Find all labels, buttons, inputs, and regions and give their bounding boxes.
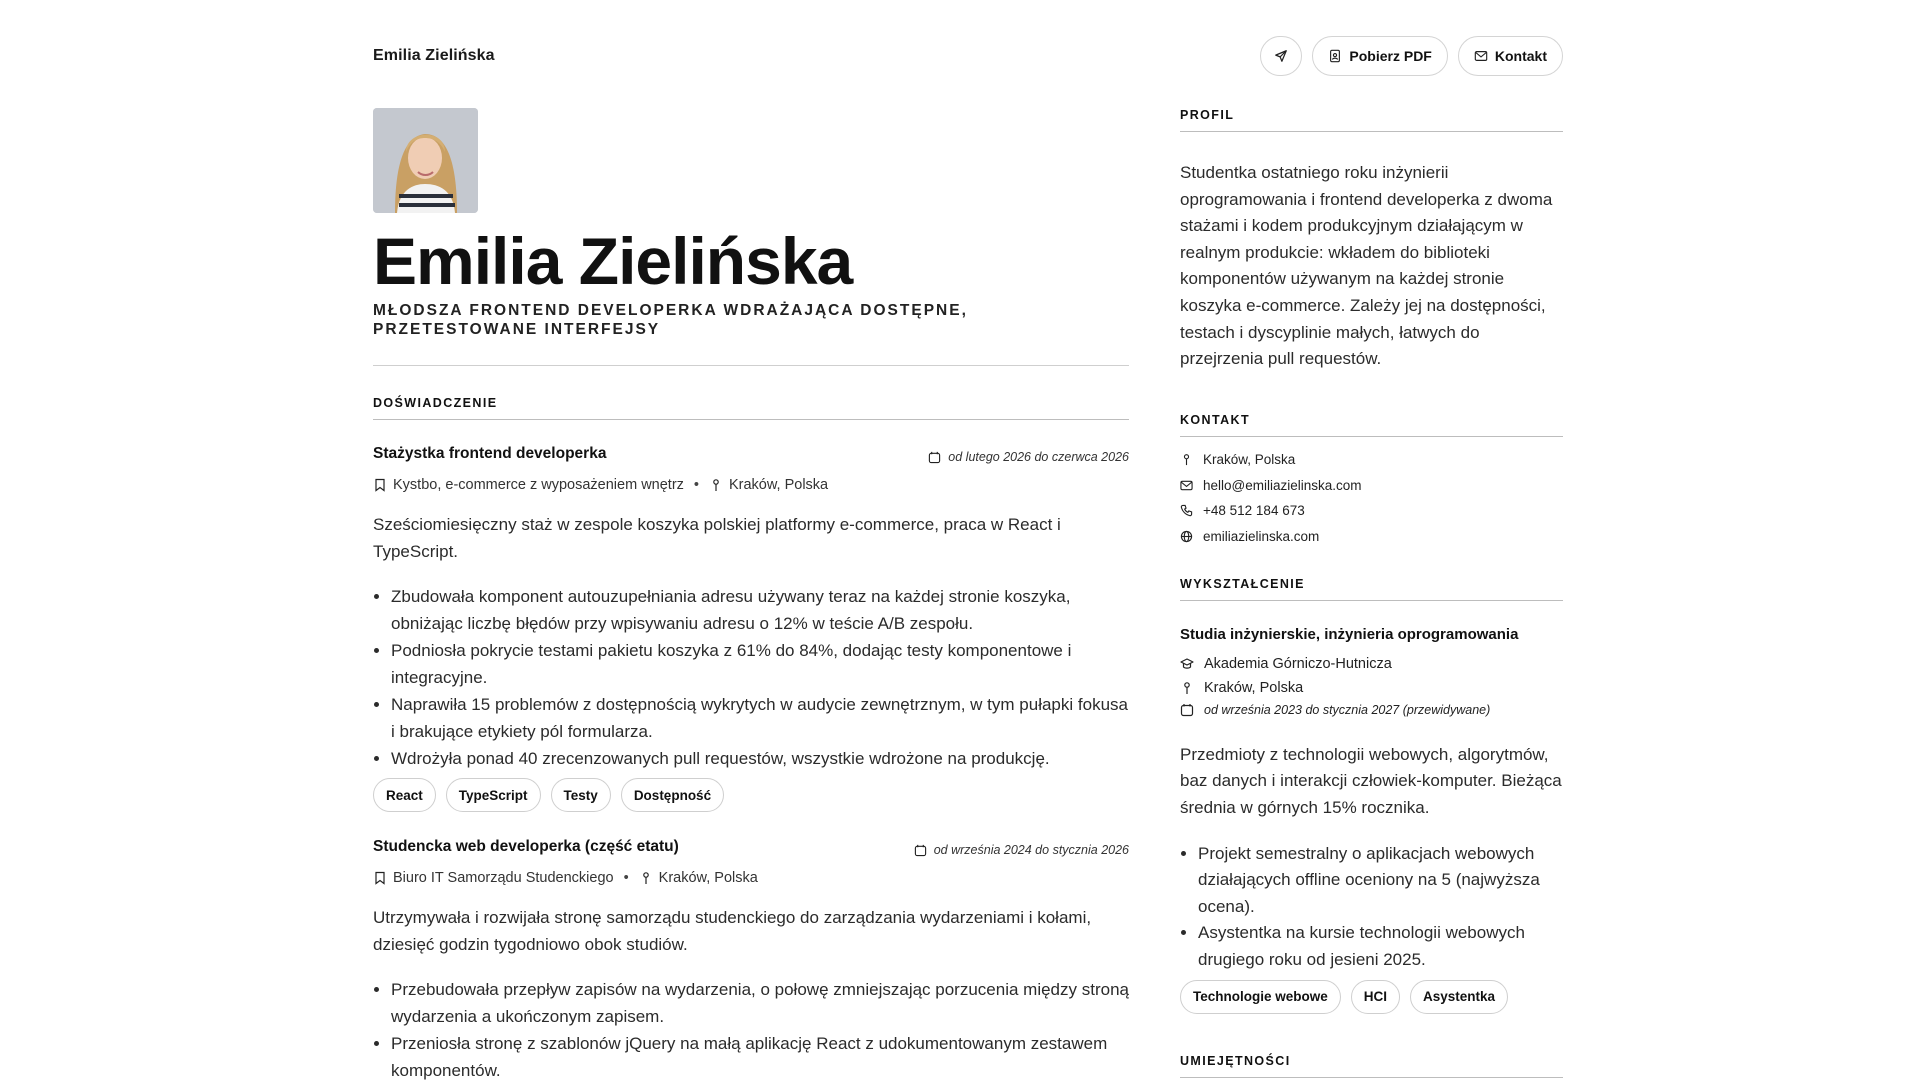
tagline: MŁODSZA FRONTEND DEVELOPERKA WDRAŻAJĄCA DOSTĘPNE, PRZETESTOWANE INTERFEJSY xyxy=(373,302,968,338)
phone-icon xyxy=(1180,504,1193,517)
education-heading: WYKSZTAŁCENIE xyxy=(1180,576,1305,591)
share-button[interactable] xyxy=(1260,36,1302,76)
globe-icon xyxy=(1180,530,1193,543)
skill-tag: Dostępność xyxy=(621,778,724,812)
job-meta xyxy=(373,870,1129,886)
list-item: • Wdrożyła ponad 40 zrecenzowanych pull requestów, wszystkie wdrożone na produkcję. xyxy=(391,745,1129,772)
list-item: • Podniosła pokrycie testami pakietu koszyka z 61% do 84%, dodając testy komponentowe i integracyjne. xyxy=(391,637,1129,691)
download-pdf-button[interactable] xyxy=(1312,36,1447,76)
experience-section xyxy=(373,396,1129,1080)
pin-icon xyxy=(1180,681,1194,695)
job-description: Utrzymywała i rozwijała stronę samorządu studenckiego do zarządzania wydarzeniami i kołami, dziesięć godzin tygodniowo obok studiów. xyxy=(373,908,1092,954)
job-dates-text: od lutego 2026 do czerwca 2026 xyxy=(948,450,1129,464)
divider xyxy=(1180,600,1563,601)
job-dates-text: od września 2024 do stycznia 2026 xyxy=(933,843,1129,857)
job-dates xyxy=(928,450,1129,464)
profile-section xyxy=(1180,108,1563,373)
skill-tag: React xyxy=(373,778,436,812)
list-item: • Projekt semestralny o aplikacjach webowych działających offline oceniony na 5 (najwyższa ocena). xyxy=(1198,841,1563,921)
top-bar xyxy=(373,34,1563,78)
sidebar-column xyxy=(1180,108,1563,1078)
job-bullets xyxy=(373,976,1129,1080)
education-description: Przedmioty z technologii webowych, algorytmów, baz danych i interakcji człowiek-komputer. Bieżąca średnia w górnych 15% rocznika. xyxy=(1180,744,1562,817)
company-name: Biuro IT Samorządu Studenckiego xyxy=(393,870,614,886)
divider xyxy=(1180,1077,1563,1078)
skill-tag: HCI xyxy=(1351,980,1400,1014)
page-title: Emilia Zielińska xyxy=(373,224,853,298)
job-title: Studencka web developerka (część etatu) xyxy=(373,838,679,855)
contact-website-link[interactable]: emiliazielinska.com xyxy=(1203,528,1320,544)
job-entry xyxy=(373,838,1129,1080)
header-actions xyxy=(1260,36,1563,76)
download-pdf-label: Pobierz PDF xyxy=(1349,48,1432,64)
job-description: Sześciomiesięczny staż w zespole koszyka polskiej platformy e-commerce, praca w React i TypeScript. xyxy=(373,515,1061,561)
contact-label: Kontakt xyxy=(1494,48,1547,64)
job-location: Kraków, Polska xyxy=(658,870,758,886)
job-entry xyxy=(373,445,1129,812)
contact-location-text: Kraków, Polska xyxy=(1203,452,1296,467)
calendar-icon xyxy=(928,451,941,464)
profile-heading: PROFIL xyxy=(1180,108,1235,122)
education-bullets xyxy=(1180,841,1563,974)
mail-icon xyxy=(1180,479,1193,492)
education-section xyxy=(1180,577,1563,1014)
education-school-text: Akademia Górniczo-Hutnicza xyxy=(1204,655,1392,672)
education-tags xyxy=(1180,980,1563,1014)
bookmark-icon xyxy=(373,478,387,492)
mail-icon xyxy=(1474,49,1488,63)
list-item: • Zbudowała komponent autouzupełniania adresu używany teraz na każdej stronie koszyka, obniżając liczbę błędów przy wpisywaniu adresu o 12% w teście A/B zespołu. xyxy=(391,583,1129,637)
document-user-icon xyxy=(1328,49,1342,63)
list-item: • Naprawiła 15 problemów z dostępnością wykrytych w audycie zewnętrznym, w tym pułapki fokusa i brakujące etykiety pól formularza. xyxy=(391,691,1129,745)
graduation-cap-icon xyxy=(1180,657,1194,671)
pin-icon xyxy=(1180,453,1193,466)
profile-text: Studentka ostatniego roku inżynierii oprogramowania i frontend developerka z dwoma stażami i kodem produkcyjnym działającym w realnym produkcie: wkładem do biblioteki komponentów używanym na każdej stronie koszyka e-commerce. Zależy jej na dostępności, testach i dyscyplinie małych, łatwych do przejrzenia pull requestów. xyxy=(1180,163,1553,369)
skills-section xyxy=(1180,1054,1563,1078)
list-item: • Przeniosła stronę z szablonów jQuery na małą aplikację React z udokumentowanym zestawem komponentów. xyxy=(391,1030,1129,1080)
education-dates xyxy=(1180,700,1563,720)
experience-heading: DOŚWIADCZENIE xyxy=(373,396,498,410)
pin-icon xyxy=(639,871,653,885)
contact-email-link[interactable]: hello@emiliazielinska.com xyxy=(1203,477,1362,493)
divider xyxy=(1180,131,1563,132)
divider xyxy=(1180,436,1563,437)
education-meta xyxy=(1180,652,1563,720)
separator-dot: • xyxy=(623,870,629,886)
skill-tag: TypeScript xyxy=(446,778,541,812)
skill-tag: Testy xyxy=(551,778,611,812)
list-item: • Asystentka na kursie technologii webowych drugiego roku od jesieni 2025. xyxy=(1198,920,1563,973)
skills-heading: UMIEJĘTNOŚCI xyxy=(1180,1053,1291,1068)
job-bullets xyxy=(373,583,1129,772)
contact-button[interactable] xyxy=(1458,36,1563,76)
job-tags xyxy=(373,778,1129,812)
education-location xyxy=(1180,676,1563,700)
separator-dot: • xyxy=(693,477,699,493)
calendar-icon xyxy=(914,844,927,857)
job-location: Kraków, Polska xyxy=(728,477,829,493)
bookmark-icon xyxy=(373,871,387,885)
skill-tag: Technologie webowe xyxy=(1180,980,1341,1014)
brand-name: Emilia Zielińska xyxy=(373,47,495,64)
company-name: Kystbo, e-commerce z wyposażeniem wnętrz xyxy=(393,477,684,493)
education-school xyxy=(1180,652,1563,676)
divider xyxy=(373,419,1129,420)
contact-heading: KONTAKT xyxy=(1180,412,1250,427)
main-column xyxy=(373,108,1129,1080)
contact-phone-link[interactable]: +48 512 184 673 xyxy=(1203,503,1305,518)
job-dates xyxy=(914,843,1129,857)
calendar-icon xyxy=(1180,703,1194,717)
job-title: Stażystka frontend developerka xyxy=(373,445,607,462)
job-meta xyxy=(373,477,1129,493)
divider xyxy=(373,365,1129,366)
education-dates-text: od września 2023 do stycznia 2027 (przewidywane) xyxy=(1204,702,1491,717)
contact-email[interactable] xyxy=(1180,472,1563,498)
contact-location xyxy=(1180,447,1563,473)
contact-phone[interactable] xyxy=(1180,498,1563,524)
pin-icon xyxy=(709,478,723,492)
education-degree: Studia inżynierskie, inżynieria oprogramowania xyxy=(1180,625,1519,643)
send-icon xyxy=(1274,49,1288,63)
skill-tag: Asystentka xyxy=(1410,980,1508,1014)
contact-section xyxy=(1180,413,1563,549)
education-location-text: Kraków, Polska xyxy=(1204,679,1304,696)
avatar xyxy=(373,108,478,213)
contact-list xyxy=(1180,447,1563,549)
contact-website[interactable] xyxy=(1180,523,1563,549)
list-item: • Przebudowała przepływ zapisów na wydarzenia, o połowę zmniejszając porzucenia między stroną wydarzenia a ukończonym zapisem. xyxy=(391,976,1129,1030)
